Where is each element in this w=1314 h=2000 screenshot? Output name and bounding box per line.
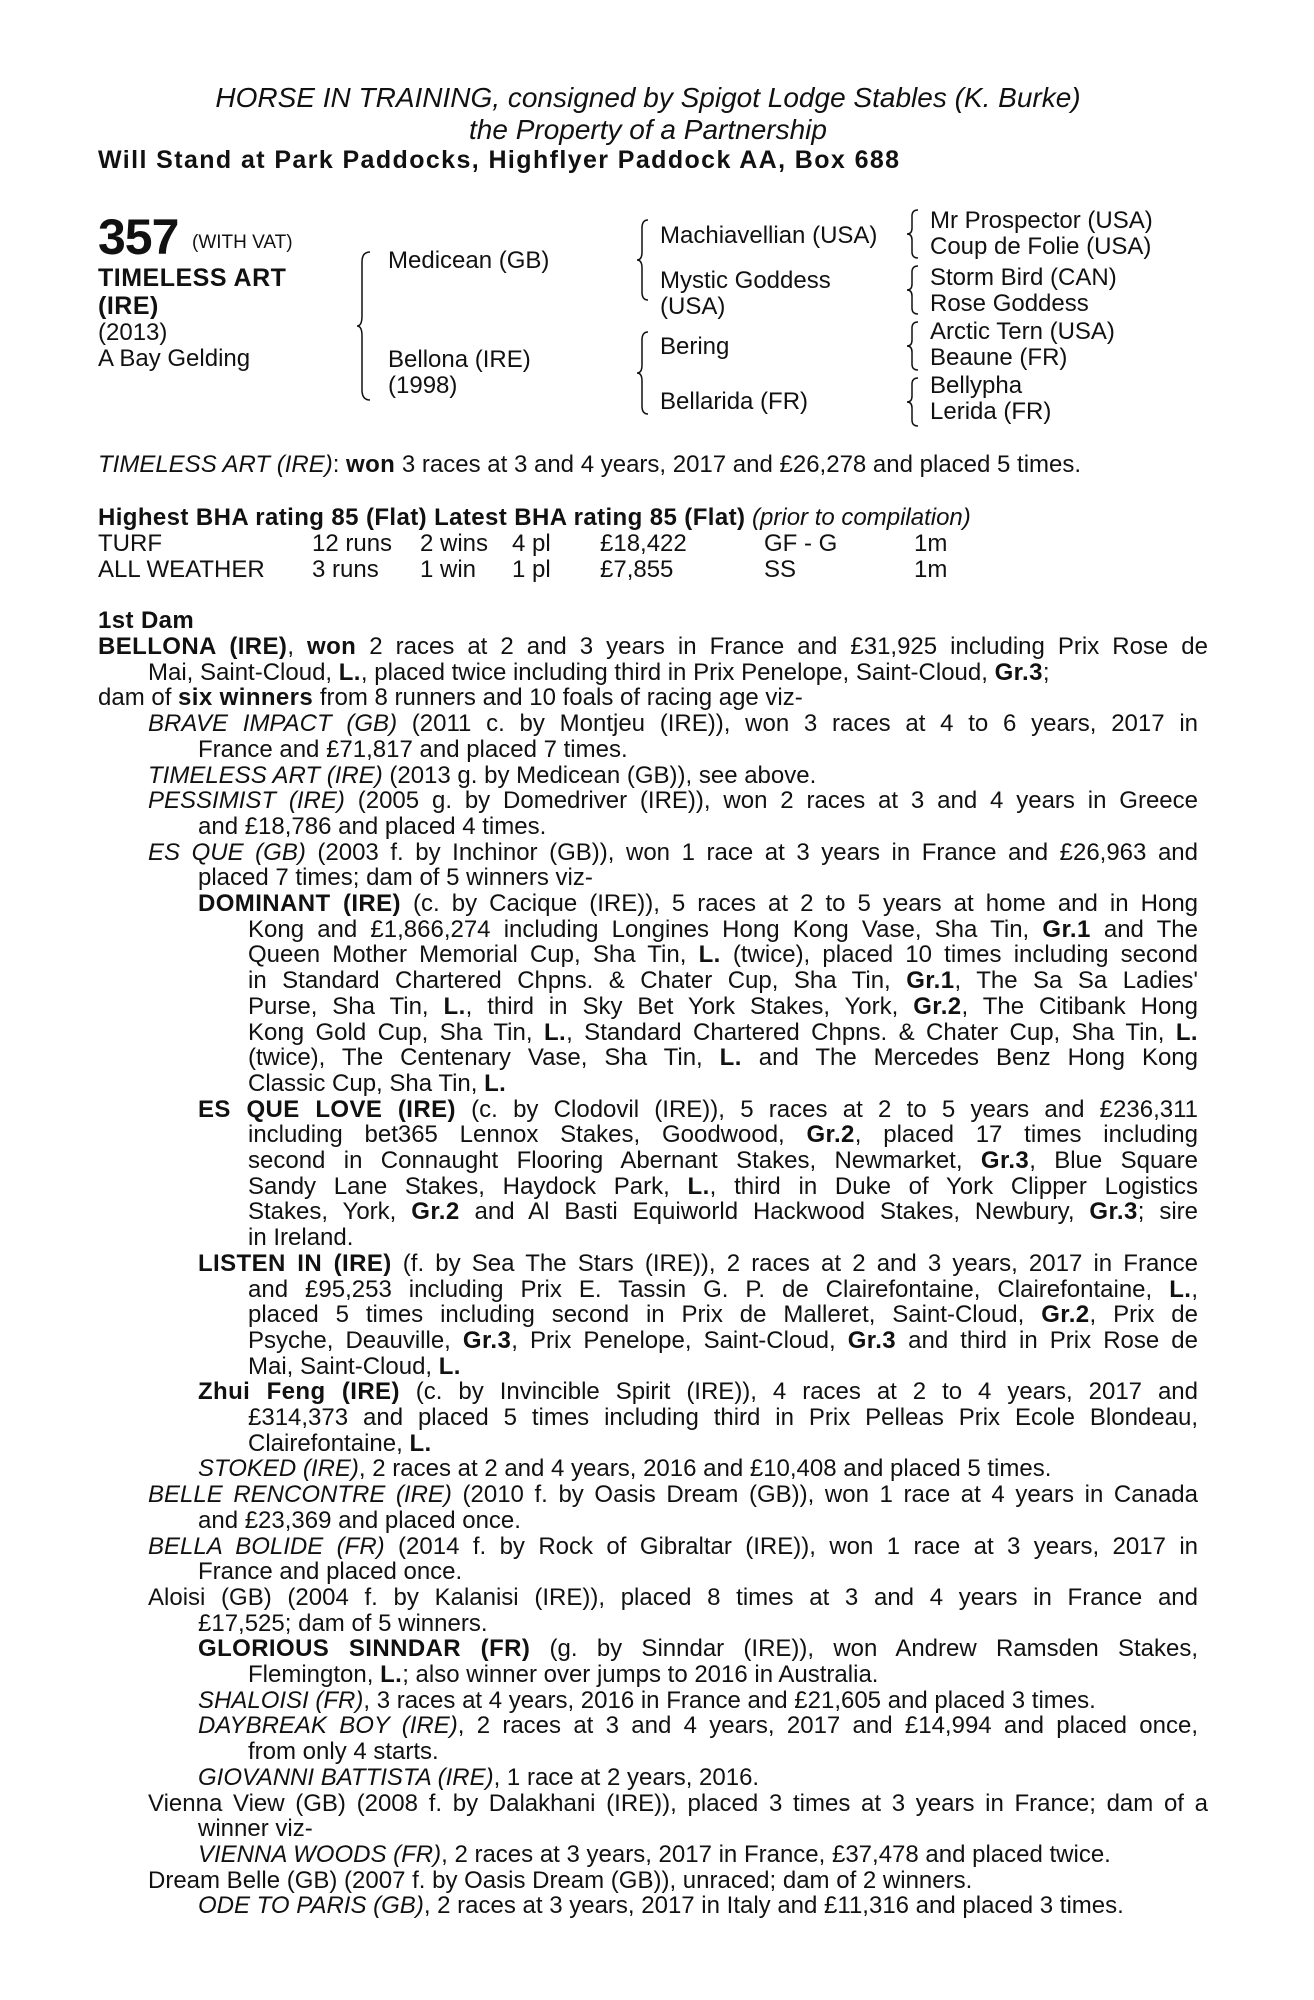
dam-record-text: and The bbox=[1090, 915, 1198, 943]
sire-name: Medicean (GB) bbox=[388, 247, 550, 274]
dam-record-text: L. bbox=[409, 1429, 432, 1457]
dam-record-line bbox=[148, 711, 1198, 737]
dam-record-line bbox=[198, 1842, 1111, 1868]
dam-record-text: (c. by Invincible Spirit (IRE)), 4 races at 2 to 4 years, 2017 and bbox=[399, 1378, 1198, 1406]
dam-record-text: VIENNA WOODS (FR) bbox=[198, 1840, 442, 1868]
dam-record-line bbox=[248, 1431, 432, 1457]
dam-record-text: Clairefontaine, bbox=[248, 1429, 410, 1457]
dam-record-text: , third in Duke of York Clipper Logistics bbox=[709, 1172, 1198, 1200]
dam-record-text: Gr.2 bbox=[411, 1198, 460, 1226]
dam-record-line bbox=[248, 1148, 1198, 1174]
dam-record-text: , Standard Chartered Chpns. & Chater Cup, Sha Tin, bbox=[566, 1018, 1176, 1046]
dam-record-text: and £95,253 including Prix E. Tassin G. P. de Clairefontaine, Clairefontaine, bbox=[248, 1275, 1170, 1303]
dam-record-text: Gr.1 bbox=[906, 967, 955, 995]
dam-heading: 1st Dam bbox=[98, 607, 195, 634]
lot-number: 357 bbox=[98, 209, 179, 265]
dam-record-line bbox=[248, 1354, 461, 1380]
dam-record-text: Purse, Sha Tin, bbox=[248, 992, 444, 1020]
consignor-line: HORSE IN TRAINING, consigned by Spigot Lodge Stables (K. Burke) bbox=[215, 82, 1081, 113]
dam-record-text: GLORIOUS SINNDAR (FR) bbox=[198, 1635, 531, 1663]
dam-record-line bbox=[248, 1277, 1198, 1303]
dam-record-line bbox=[248, 1174, 1198, 1200]
dam-record-text: (c. by Clodovil (IRE)), 5 races at 2 to 5 years and £236,311 bbox=[455, 1095, 1199, 1123]
dam-record-text: and £18,786 and placed 4 times. bbox=[198, 812, 547, 840]
dam-record-text: , The Citibank Hong bbox=[961, 992, 1198, 1020]
dam-record-text: PESSIMIST (IRE) bbox=[148, 787, 345, 815]
dam-record-text: (twice), The Centenary Vase, Sha Tin, bbox=[248, 1044, 720, 1072]
dam-record-line bbox=[248, 1225, 353, 1251]
dam-record-line bbox=[248, 1405, 1198, 1431]
dam-record-line bbox=[248, 1328, 1198, 1354]
vat-note: (WITH VAT) bbox=[192, 232, 293, 253]
dam-record-text: Vienna View (GB) (2008 f. by Dalakhani (IRE)), placed 3 times at 3 years in France; dam of a bbox=[148, 1789, 1208, 1817]
dam-record-line bbox=[148, 840, 1198, 866]
sire-dam-country: (USA) bbox=[660, 293, 726, 320]
dam-record-line bbox=[198, 1508, 521, 1534]
dam-record-text: BELLONA (IRE) bbox=[98, 633, 288, 660]
rating-row-wins: 2 wins bbox=[420, 530, 489, 557]
rating-row-runs: 12 runs bbox=[312, 530, 393, 557]
rating-row-placed: 1 pl bbox=[512, 556, 551, 583]
dam-record-line bbox=[248, 1045, 1198, 1071]
dam-record-line bbox=[198, 1816, 313, 1842]
dam-record-text: DAYBREAK BOY (IRE) bbox=[198, 1712, 458, 1740]
dam-record-line bbox=[198, 1636, 1198, 1662]
dam-record-line bbox=[198, 1559, 462, 1585]
sire-sire: Machiavellian (USA) bbox=[660, 222, 878, 249]
race-summary: TIMELESS ART (IRE): won 3 races at 3 and 4 years, 2017 and £26,278 and placed 5 times. bbox=[98, 451, 1082, 478]
dam-record-text: France and £71,817 and placed 7 times. bbox=[198, 735, 628, 763]
dam-record-text: Kong Gold Cup, Sha Tin, bbox=[248, 1018, 544, 1046]
dam-record-line bbox=[198, 1893, 1124, 1919]
rating-row-wins: 1 win bbox=[420, 556, 477, 583]
dam-record-text: Gr.2 bbox=[806, 1121, 855, 1149]
dam-record-text: £314,373 and placed 5 times including third in Prix Pelleas Prix Ecole Blondeau, bbox=[248, 1404, 1198, 1431]
gg-1: Mr Prospector (USA) bbox=[930, 207, 1153, 234]
dam-record-text: , 2 races at 3 years, 2017 in Italy and £11,316 and placed 3 times. bbox=[423, 1892, 1124, 1920]
dam-record-line bbox=[248, 1302, 1198, 1328]
dam-record-text: and third in Prix Rose de bbox=[896, 1326, 1198, 1354]
dam-record-text: ; also winner over jumps to 2016 in Australia. bbox=[402, 1661, 879, 1688]
rating-row-distance: 1m bbox=[914, 530, 948, 557]
dam-record-text: Psyche, Deauville, bbox=[248, 1326, 463, 1354]
dam-record-line bbox=[148, 1534, 1198, 1560]
dam-record-line bbox=[198, 1456, 1051, 1482]
rating-row-money: £7,855 bbox=[600, 556, 674, 583]
dam-record-text: Kong and £1,866,274 including Longines Hong Kong Vase, Sha Tin, bbox=[248, 915, 1043, 943]
dam-record-line bbox=[248, 968, 1198, 994]
dam-record-text: ; sire bbox=[1137, 1198, 1198, 1226]
dam-record-text: won bbox=[307, 633, 357, 660]
dam-record-text: (c. by Cacique (IRE)), 5 races at 2 to 5 years at home and in Hong bbox=[400, 890, 1199, 917]
gg-8: Lerida (FR) bbox=[930, 398, 1052, 425]
gg-7: Bellypha bbox=[930, 372, 1023, 399]
gg-6: Beaune (FR) bbox=[930, 344, 1068, 371]
rating-row-surface: ALL WEATHER bbox=[98, 556, 265, 583]
dam-record-line bbox=[98, 685, 803, 711]
sire-line-bracket bbox=[636, 218, 650, 302]
dam-record-text: , bbox=[1191, 1275, 1198, 1303]
dam-record-text: (2014 f. by Rock of Gibraltar (IRE)), won 1 race at 3 years, 2017 in bbox=[384, 1532, 1199, 1560]
dam-record-line bbox=[248, 1662, 878, 1688]
dam-record-text: L. bbox=[1169, 1275, 1192, 1303]
dam-record-text: L. bbox=[380, 1661, 403, 1688]
gg-3: Storm Bird (CAN) bbox=[930, 264, 1117, 291]
dam-record-text: Gr.3 bbox=[462, 1326, 512, 1354]
dam-record-text: second in Connaught Flooring Abernant Stakes, Newmarket, bbox=[248, 1147, 981, 1174]
dam-record-text: L. bbox=[687, 1172, 710, 1200]
rating-row-going: SS bbox=[764, 556, 797, 583]
dam-record-line bbox=[248, 942, 1198, 968]
bracket-g3-4 bbox=[906, 376, 920, 428]
dam-record-text: Zhui Feng (IRE) bbox=[198, 1378, 400, 1406]
dam-record-text: Classic Cup, Sha Tin, bbox=[248, 1069, 485, 1097]
dam-record-text: Gr.1 bbox=[1042, 915, 1091, 943]
dam-record-text: LISTEN IN (IRE) bbox=[198, 1249, 392, 1277]
rating-row-placed: 4 pl bbox=[512, 530, 551, 557]
rating-row-going: GF - G bbox=[764, 530, 838, 557]
dam-record-line bbox=[148, 788, 1198, 814]
dam-record-text: (g. by Sinndar (IRE)), won Andrew Ramsden Stakes, bbox=[530, 1635, 1198, 1663]
dam-record-text: placed 7 times; dam of 5 winners viz- bbox=[198, 864, 593, 892]
dam-record-text: from only 4 starts. bbox=[248, 1738, 439, 1766]
dam-record-line bbox=[198, 1611, 488, 1637]
dam-record-text: , 3 races at 4 years, 2016 in France and £21,605 and placed 3 times. bbox=[363, 1686, 1096, 1714]
dam-record-text: ; bbox=[1042, 658, 1050, 686]
dam-record-text: £17,525; dam of 5 winners. bbox=[198, 1609, 488, 1637]
dam-record-text: TIMELESS ART (IRE) bbox=[148, 761, 383, 789]
rating-row-runs: 3 runs bbox=[312, 556, 379, 583]
dam-record-text: in Standard Chartered Chpns. & Chater Cup, Sha Tin, bbox=[248, 967, 907, 995]
dam-record-text: dam of bbox=[98, 684, 179, 712]
dam-record-text: L. bbox=[484, 1069, 507, 1097]
dam-record-text: (2010 f. by Oasis Dream (GB)), won 1 race at 4 years in Canada bbox=[451, 1481, 1198, 1509]
dam-record-line bbox=[248, 1199, 1198, 1225]
dam-record-text: six winners bbox=[178, 684, 314, 712]
dam-record-text: SHALOISI (FR) bbox=[198, 1686, 364, 1714]
horse-name: TIMELESS ART bbox=[98, 264, 287, 292]
dam-record-text: winner viz- bbox=[198, 1815, 313, 1843]
dam-record-text: Gr.3 bbox=[994, 658, 1043, 686]
bracket-g3-1 bbox=[906, 208, 920, 260]
dam-record-text: L. bbox=[1175, 1018, 1199, 1046]
sire-dam: Mystic Goddess bbox=[660, 267, 831, 294]
dam-record-text: (2011 c. by Montjeu (IRE)), won 3 races at 4 to 6 years, 2017 in bbox=[397, 710, 1198, 738]
dam-record-text: , 1 race at 2 years, 2016. bbox=[493, 1763, 760, 1791]
dam-record-line bbox=[98, 634, 1208, 660]
dam-record-line bbox=[148, 660, 1050, 686]
dam-sire: Bering bbox=[660, 333, 730, 360]
dam-record-text: (twice), placed 10 times including second bbox=[720, 941, 1198, 969]
dam-record-text: , Blue Square bbox=[1029, 1147, 1198, 1174]
horse-name-suffix: (IRE) bbox=[98, 292, 159, 320]
dam-record-line bbox=[198, 1713, 1198, 1739]
dam-record-line bbox=[248, 1122, 1198, 1148]
rating-row-surface: TURF bbox=[98, 530, 162, 557]
dam-record-text: , The Sa Sa Ladies' bbox=[954, 967, 1198, 995]
dam-record-line bbox=[148, 1585, 1198, 1611]
dam-record-text: , Prix Penelope, Saint-Cloud, bbox=[511, 1326, 848, 1354]
dam-record-text: and The Mercedes Benz Hong Kong bbox=[741, 1044, 1198, 1072]
dam-record-line bbox=[198, 891, 1198, 917]
dam-record-line bbox=[248, 917, 1198, 943]
dam-record-text: (2013 g. by Medicean (GB)), see above. bbox=[382, 761, 817, 789]
dam-record-text: and Al Basti Equiworld Hackwood Stakes, Newbury, bbox=[459, 1198, 1090, 1226]
dam-record-text: Gr.2 bbox=[913, 992, 962, 1020]
dam-record-text: , 2 races at 2 and 4 years, 2016 and £10,408 and placed 5 times. bbox=[358, 1455, 1052, 1483]
dam-record-line bbox=[148, 1791, 1208, 1817]
dam-record-text: L. bbox=[719, 1044, 742, 1072]
dam-line-bracket bbox=[636, 330, 650, 416]
gg-5: Arctic Tern (USA) bbox=[930, 318, 1115, 345]
dam-record-line bbox=[198, 737, 628, 763]
dam-record-line bbox=[148, 763, 816, 789]
dam-record-text: BRAVE IMPACT (GB) bbox=[148, 710, 398, 738]
dam-dam: Bellarida (FR) bbox=[660, 388, 809, 415]
dam-record-line bbox=[198, 865, 593, 891]
dam-record-line bbox=[198, 814, 546, 840]
dam-record-text: (2003 f. by Inchinor (GB)), won 1 race at 3 years in France and £26,963 and bbox=[305, 838, 1198, 866]
dam-name: Bellona (IRE) bbox=[388, 346, 531, 373]
dam-record-text: Aloisi (GB) (2004 f. by Kalanisi (IRE)), placed 8 times at 3 and 4 years in France and bbox=[148, 1583, 1198, 1611]
dam-record-line bbox=[248, 1071, 506, 1097]
dam-record-text: ES QUE LOVE (IRE) bbox=[198, 1095, 456, 1123]
dam-record-text: L. bbox=[338, 658, 361, 686]
dam-record-text: 2 races at 2 and 3 years in France and £31,925 including Prix Rose de bbox=[356, 633, 1208, 660]
rating-row-distance: 1m bbox=[914, 556, 948, 583]
dam-record-text: Mai, Saint-Cloud, bbox=[248, 1352, 439, 1380]
dam-record-text: placed 5 times including second in Prix de Malleret, Saint-Cloud, bbox=[248, 1301, 1042, 1329]
gg-4: Rose Goddess bbox=[930, 290, 1089, 317]
dam-record-text: , 2 races at 3 and 4 years, 2017 and £14,994 and placed once, bbox=[457, 1712, 1198, 1740]
gg-2: Coup de Folie (USA) bbox=[930, 233, 1152, 260]
dam-record-text: BELLE RENCONTRE (IRE) bbox=[148, 1481, 452, 1509]
bracket-g3-2 bbox=[906, 264, 920, 316]
dam-year: (1998) bbox=[388, 372, 458, 399]
dam-record-text: L. bbox=[438, 1352, 461, 1380]
dam-record-line bbox=[248, 994, 1198, 1020]
dam-record-line bbox=[198, 1097, 1198, 1123]
dam-record-text: L. bbox=[698, 941, 721, 969]
dam-record-text: , Prix de bbox=[1089, 1301, 1198, 1329]
dam-record-text: L. bbox=[443, 992, 466, 1020]
dam-record-text: BELLA BOLIDE (FR) bbox=[148, 1532, 385, 1560]
dam-record-text: Mai, Saint-Cloud, bbox=[148, 658, 339, 686]
dam-record-text: Gr.3 bbox=[847, 1326, 897, 1354]
dam-record-line bbox=[198, 1765, 759, 1791]
dam-record-text: , placed twice including third in Prix Penelope, Saint-Cloud, bbox=[360, 658, 995, 686]
dam-record-text: DOMINANT (IRE) bbox=[198, 890, 401, 917]
dam-record-text: , placed 17 times including bbox=[854, 1121, 1198, 1149]
dam-record-text: Sandy Lane Stakes, Haydock Park, bbox=[248, 1172, 688, 1200]
sire-bracket bbox=[356, 250, 372, 402]
dam-record-text: from 8 runners and 10 foals of racing age viz- bbox=[313, 684, 803, 712]
rating-row-money: £18,422 bbox=[600, 530, 687, 557]
dam-record-text: in Ireland. bbox=[248, 1224, 354, 1252]
dam-record-text: , bbox=[287, 633, 308, 660]
dam-record-text: Queen Mother Memorial Cup, Sha Tin, bbox=[248, 941, 699, 969]
dam-record-text: GIOVANNI BATTISTA (IRE) bbox=[198, 1763, 494, 1791]
dam-record-text: (f. by Sea The Stars (IRE)), 2 races at 2 and 3 years, 2017 in France bbox=[391, 1249, 1198, 1277]
dam-record-text: Flemington, bbox=[248, 1661, 381, 1688]
dam-record-text: including bet365 Lennox Stakes, Goodwood, bbox=[248, 1121, 807, 1149]
dam-record-line bbox=[198, 1688, 1096, 1714]
dam-record-line bbox=[248, 1739, 439, 1765]
dam-record-text: ODE TO PARIS (GB) bbox=[198, 1892, 424, 1920]
dam-record-text: Stakes, York, bbox=[248, 1198, 412, 1226]
dam-record-text: Dream Belle (GB) (2007 f. by Oasis Dream (GB)), unraced; dam of 2 winners. bbox=[148, 1866, 973, 1894]
dam-record-text: Gr.2 bbox=[1041, 1301, 1090, 1329]
bracket-g3-3 bbox=[906, 320, 920, 372]
dam-record-line bbox=[148, 1868, 972, 1894]
dam-record-text: STOKED (IRE) bbox=[198, 1455, 359, 1483]
location-line: Will Stand at Park Paddocks, Highflyer Paddock AA, Box 688 bbox=[98, 146, 901, 174]
dam-record-text: , third in Sky Bet York Stakes, York, bbox=[465, 992, 914, 1020]
dam-record-text: (2005 g. by Domedriver (IRE)), won 2 races at 3 and 4 years in Greece bbox=[344, 787, 1198, 815]
dam-record-line bbox=[248, 1020, 1198, 1046]
dam-record-line bbox=[198, 1251, 1198, 1277]
dam-record-text: Gr.3 bbox=[980, 1147, 1030, 1174]
dam-record-text: , 2 races at 3 years, 2017 in France, £37,478 and placed twice. bbox=[441, 1840, 1111, 1868]
dam-record-text: Gr.3 bbox=[1089, 1198, 1138, 1226]
dam-record-line bbox=[198, 1379, 1198, 1405]
dam-record-text: France and placed once. bbox=[198, 1558, 463, 1586]
foaling-year: (2013) bbox=[98, 319, 168, 346]
dam-record-text: L. bbox=[543, 1018, 567, 1046]
dam-record-text: and £23,369 and placed once. bbox=[198, 1506, 521, 1534]
horse-description: A Bay Gelding bbox=[98, 345, 251, 372]
property-line: the Property of a Partnership bbox=[469, 114, 827, 145]
rating-line: Highest BHA rating 85 (Flat) Latest BHA rating 85 (Flat) (prior to compilation) bbox=[98, 504, 971, 531]
dam-record-text: ES QUE (GB) bbox=[148, 838, 306, 866]
dam-record-line bbox=[148, 1482, 1198, 1508]
